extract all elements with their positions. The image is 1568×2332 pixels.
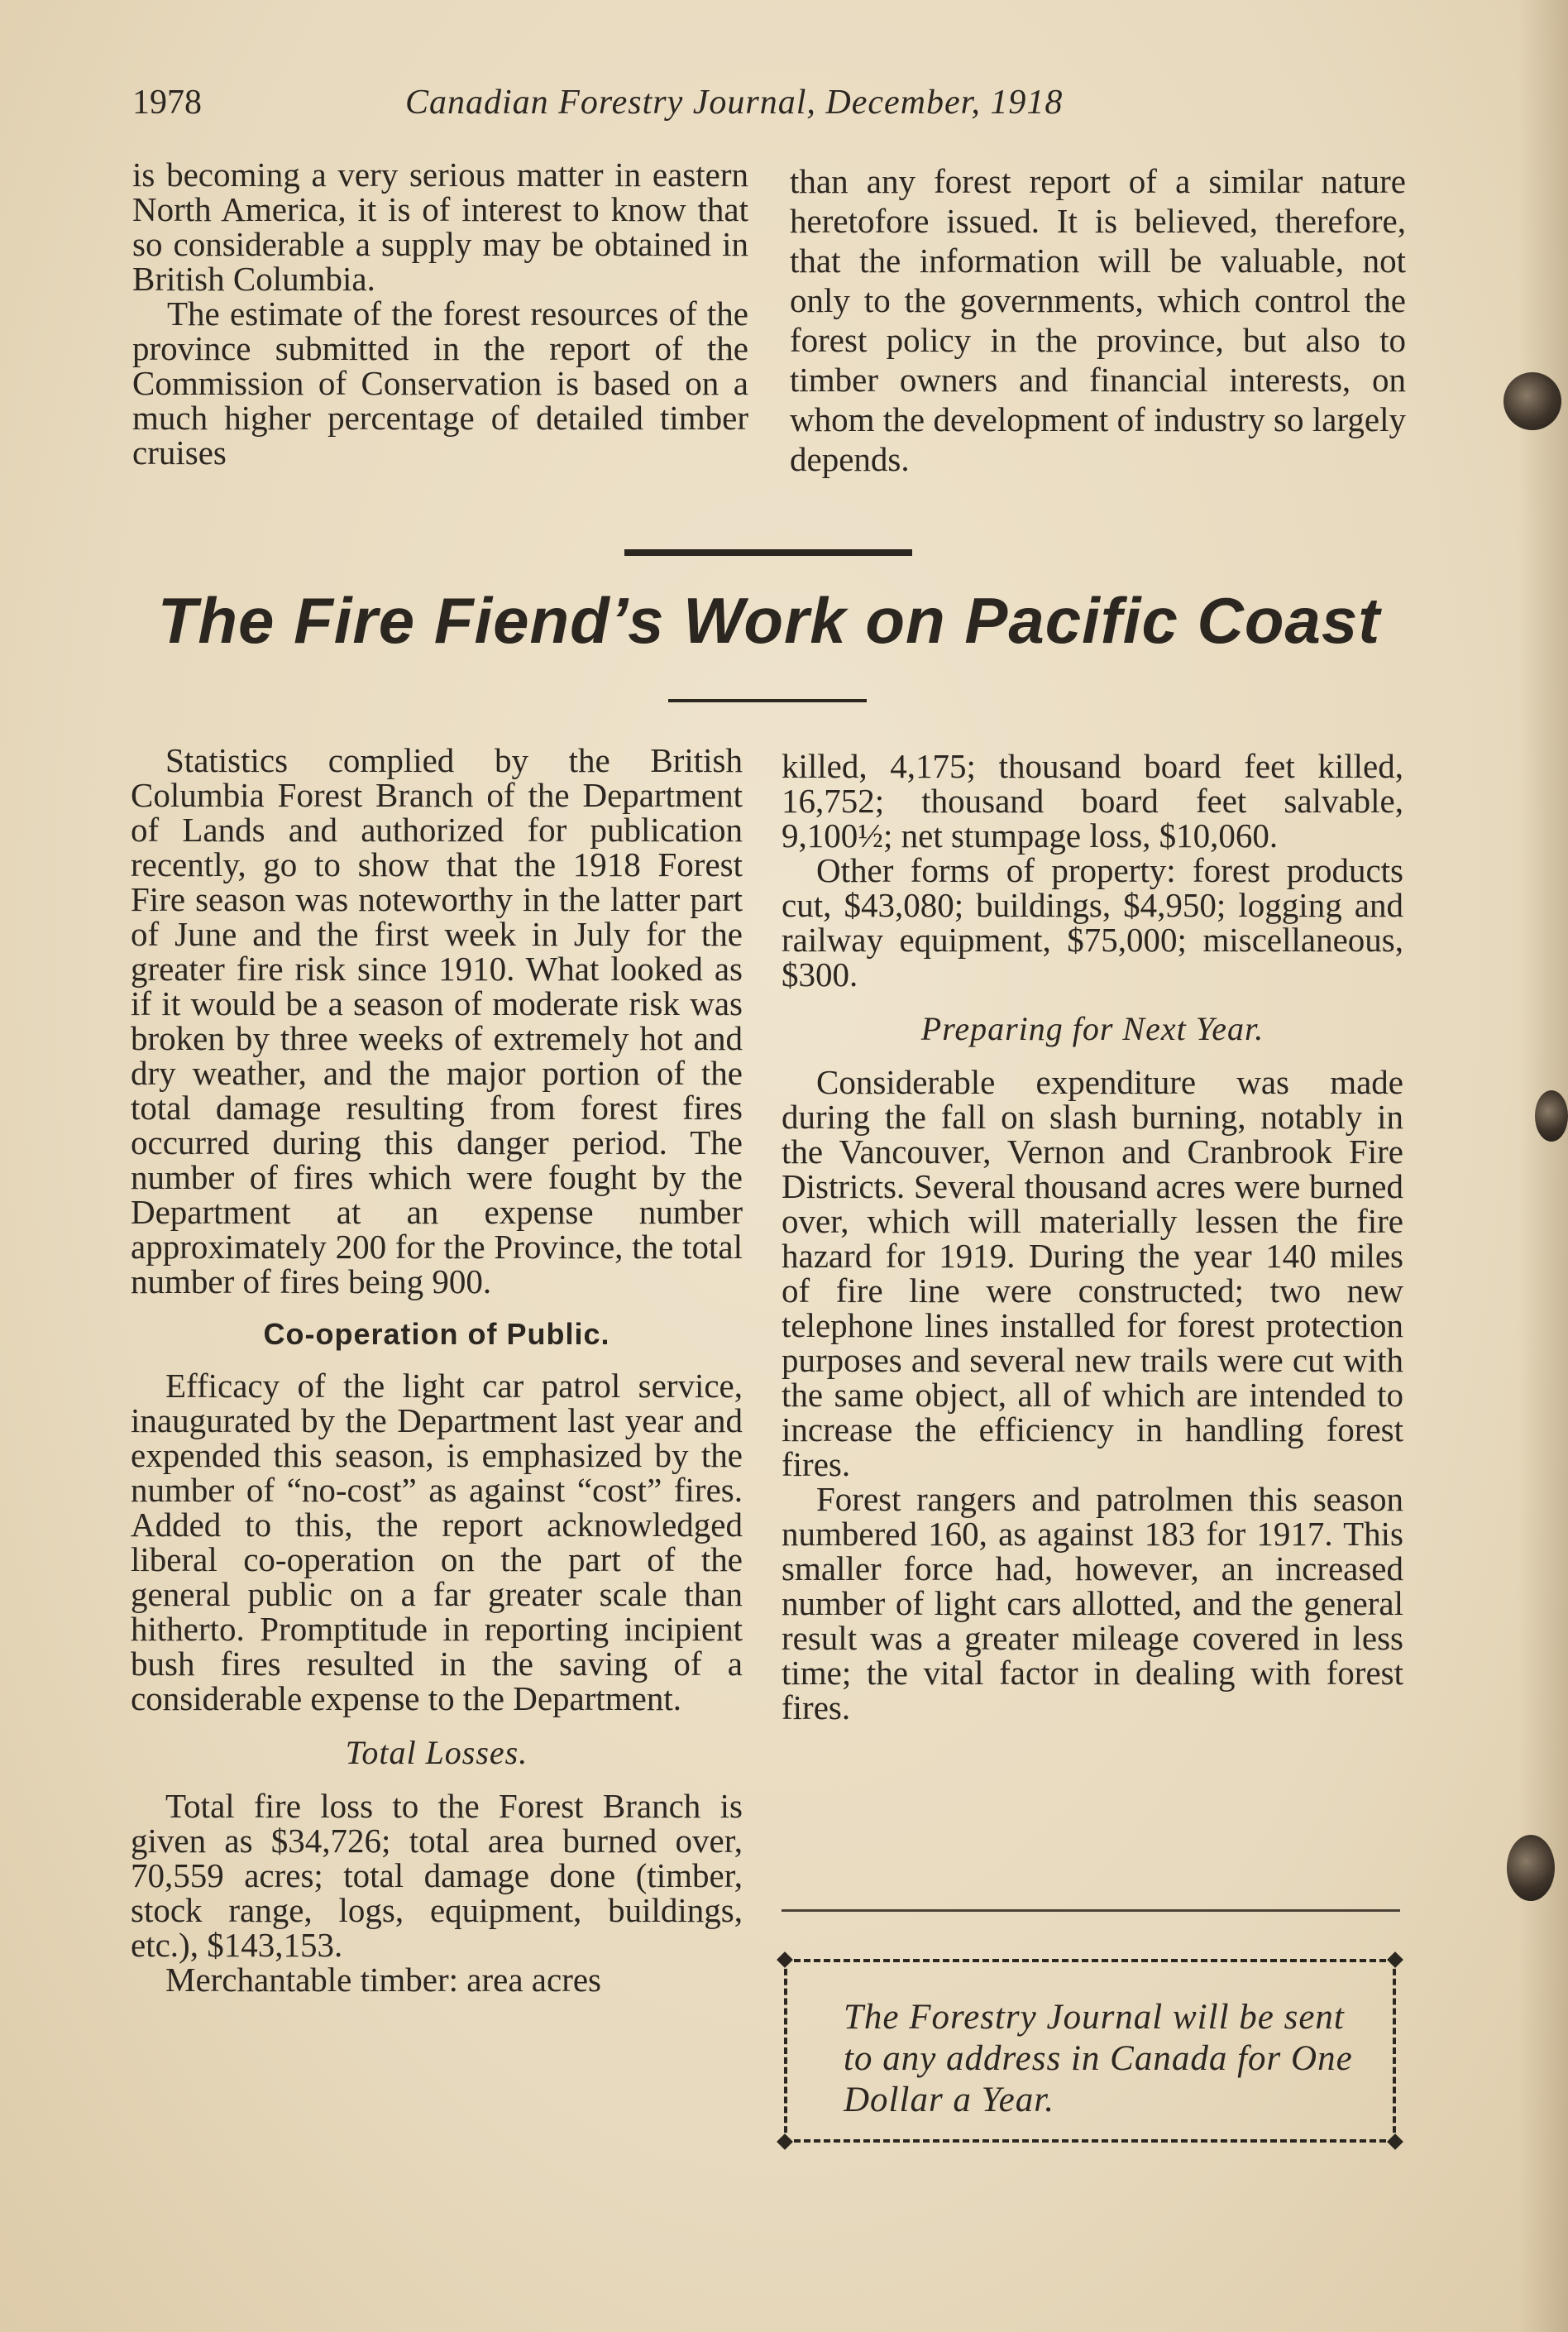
subscription-notice-box [784,1959,1396,2143]
section-divider [624,549,912,556]
page-number: 1978 [132,84,202,122]
article-title: The Fire Fiend’s Work on Pacific Coast [157,584,1381,657]
article-paragraph: Merchantable timber: area acres [165,1961,601,1999]
article-right-column [782,749,1403,1725]
article-paragraph: Total fire loss to the Forest Branch is given as $34,726; total area burned over, 70,559 acres; total damage done (timber, stock range, logs, equipment, buildings, etc.), $143,153. [131,1787,743,1964]
article-paragraph: Forest rangers and patrolmen this season numbered 160, as against 183 for 1917. This smaller force had, however, an increased number of light cars allotted, and the general result was a greater mileage covered in less time; the vital factor in dealing with forest fires. [782,1480,1403,1726]
ornament-corner [777,1951,793,1968]
article-paragraph: Efficacy of the light car patrol service, inaugurated by the Department last year and expended this season, is emphasized by the number of “no-cost” as against “cost” fires. Added to this, the report acknowledged liberal co-operation on the part of the general public on a far greater scale than hitherto. Promptitude in reporting incipient bush fires resulted in the saving of a considerable expense to the Department. [131,1367,743,1717]
ornament-corner [1387,1951,1403,1968]
title-underline [668,699,867,702]
page-edge-shadow [1518,0,1568,2332]
running-head: Canadian Forestry Journal, December, 1918 [405,84,1064,122]
intro-paragraph: than any forest report of a similar nature heretofore issued. It is believed, therefore, that the information will be valuable, not only to the governments, which control the forest policy in the province, but also to timber owners and financial interests, on whom the development of industry so largely depends. [790,162,1406,478]
article-paragraph: Considerable expenditure was made during the fall on slash burning, notably in the Vancouver, Vernon and Cranbrook Fire Districts. Several thousand acres were burned over, which will materially lessen the fire hazard for 1919. During the year 140 miles of fire line were constructed; two new telephone lines installed for forest protection purposes and several new trails were cut with the same object, all of which are intended to increase the efficiency in handling forest fires. [782,1063,1403,1483]
intro-paragraph: is becoming a very serious matter in eastern North America, it is of interest to know that so considerable a supply may be obtained in British Columbia. [132,156,748,298]
subscription-notice-text: The Forestry Journal will be sent to any address in Canada for One Dollar a Year. [844,1998,1353,2119]
ornament-corner [1387,2133,1403,2150]
intro-paragraph: The estimate of the forest resources of the province submitted in the report of the Commission of Conservation is based on a much higher percentage of detailed timber cruises [132,294,748,472]
article-paragraph: Other forms of property: forest products cut, $43,080; buildings, $4,950; logging and railway equipment, $75,000; miscellaneous, $300. [782,851,1403,994]
binding-hole [1507,1835,1555,1901]
intro-left-column [132,157,748,470]
section-heading: Co-operation of Public. [263,1317,610,1351]
intro-right-column [790,161,1406,479]
ornament-corner [777,2133,793,2150]
section-heading: Preparing for Next Year. [920,1010,1264,1047]
binding-hole [1503,372,1561,430]
article-left-column [131,743,743,1997]
column-end-rule [782,1909,1400,1912]
binding-hole [1535,1090,1568,1142]
article-paragraph: killed, 4,175; thousand board feet killed, 16,752; thousand board feet salvable, 9,100½; net stumpage loss, $10,060. [782,747,1403,855]
page-header [132,83,1141,132]
article-paragraph: Statistics complied by the British Columbia Forest Branch of the Department of Lands and authorized for publication recently, go to show that the 1918 Forest Fire season was noteworthy in the latter part of June and the first week in July for the greater fire risk since 1910. What looked as if it would be a season of moderate risk was broken by three weeks of extremely hot and dry weather, and the major portion of the total damage resulting from forest fires occurred during this danger period. The number of fires which were fought by the Department at an expense number approximately 200 for the Province, the total number of fires being 900. [131,741,743,1300]
section-heading: Total Losses. [345,1734,528,1771]
